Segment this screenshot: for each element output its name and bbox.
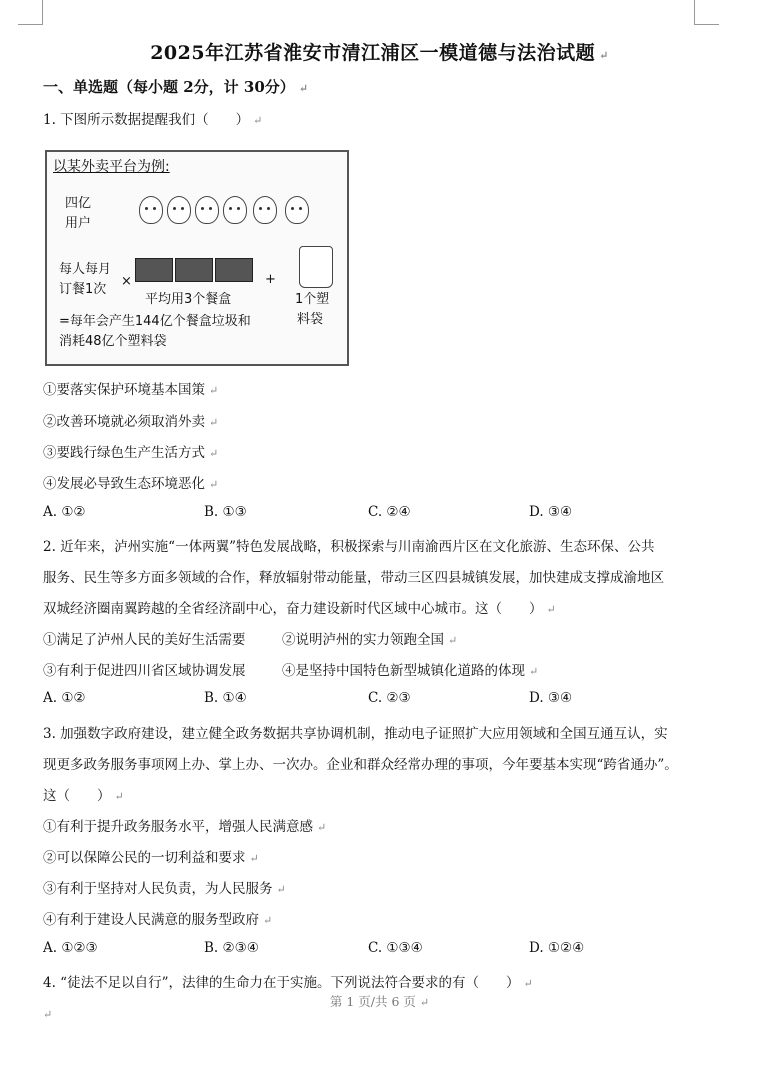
meal-box-icon	[175, 258, 213, 282]
figure-heading: 以某外卖平台为例:	[53, 159, 170, 175]
question-3-stem-line2: 现更多政务服务事项网上办、掌上办、一次办。企业和群众经常办理的事项，今年要基本实现“跨省通办”。	[43, 757, 678, 773]
option-c: C. ②④	[368, 504, 411, 520]
plus-sign: +	[265, 272, 276, 287]
question-2-item-4: ④是坚持中国特色新型城镇化道路的体现 ↵	[282, 663, 539, 679]
page-title: 2025年江苏省淮安市清江浦区一模道德与法治试题 ↵	[150, 42, 609, 64]
figure-result-line2: 消耗48亿个塑料袋	[59, 334, 167, 349]
user-face-icon	[167, 196, 191, 224]
question-3-item-1: ①有利于提升政务服务水平，增强人民满意感 ↵	[43, 819, 327, 835]
question-3-item-4: ④有利于建设人民满意的服务型政府 ↵	[43, 912, 273, 928]
question-3-stem-line1: 3. 加强数字政府建设，建立健全政务数据共享协调机制，推动电子证照扩大应用领域和全国互通互认，实	[43, 726, 668, 742]
option-c: C. ①③④	[368, 940, 423, 956]
option-b: B. ②③④	[204, 940, 259, 956]
question-3-stem-line3: 这（ ） ↵	[43, 788, 124, 804]
question-2-item-3: ③有利于促进四川省区域协调发展	[43, 663, 246, 679]
question-3-item-2: ②可以保障公民的一切利益和要求 ↵	[43, 850, 259, 866]
times-sign: ×	[121, 274, 132, 289]
figure-users-line1: 四亿	[65, 196, 92, 211]
figure-bag-label-line2: 料袋	[297, 312, 324, 327]
option-d: D. ③④	[529, 504, 573, 520]
question-1-item-2: ②改善环境就必须取消外卖 ↵	[43, 414, 219, 430]
question-1-stem: 1. 下图所示数据提醒我们（ ） ↵	[43, 112, 263, 128]
option-a: A. ①②	[43, 504, 86, 520]
paragraph-mark: ↵	[43, 1008, 53, 1021]
option-b: B. ①④	[204, 690, 247, 706]
meal-box-icon	[135, 258, 173, 282]
figure-result-line1: =每年会产生144亿个餐盒垃圾和	[59, 314, 251, 329]
question-2-item-2: ②说明泸州的实力领跑全国 ↵	[282, 632, 458, 648]
question-2-stem-line3: 双城经济圈南翼跨越的全省经济副中心，奋力建设新时代区域中心城市。这（ ） ↵	[43, 601, 556, 617]
page-footer: 第 1 页/共 6 页 ↵	[329, 994, 430, 1009]
question-4-stem: 4. “徒法不足以自行”，法律的生命力在于实施。下列说法符合要求的有（ ） ↵	[43, 975, 533, 991]
figure-bag-label-line1: 1个塑	[295, 292, 330, 307]
question-2-stem-line2: 服务、民生等多方面多领域的合作，释放辐射带动能量，带动三区四县城镇发展，加快建成支撑成渝地区	[43, 570, 664, 586]
question-2-stem-line1: 2. 近年来，泸州实施“一体两翼”特色发展战略，积极探索与川南渝西片区在文化旅游、生态环保、公共	[43, 539, 655, 555]
crop-mark-top-left	[18, 0, 43, 25]
question-1-item-4: ④发展必导致生态环境恶化 ↵	[43, 476, 219, 492]
option-c: C. ②③	[368, 690, 411, 706]
user-face-icon	[223, 196, 247, 224]
user-face-icon	[195, 196, 219, 224]
option-b: B. ①③	[204, 504, 247, 520]
user-face-icon	[253, 196, 277, 224]
user-face-icon	[285, 196, 309, 224]
meal-box-icon	[215, 258, 253, 282]
section-heading: 一、单选题（每小题 2分，计 30分） ↵	[43, 78, 308, 96]
question-2-item-1: ①满足了泸州人民的美好生活需要	[43, 632, 246, 648]
figure-freq-line1: 每人每月	[59, 262, 112, 277]
option-d: D. ③④	[529, 690, 573, 706]
question-1-figure	[45, 150, 349, 366]
plastic-bag-icon	[299, 246, 333, 288]
question-1-item-3: ③要践行绿色生产生活方式 ↵	[43, 445, 219, 461]
question-3-item-3: ③有利于坚持对人民负责，为人民服务 ↵	[43, 881, 286, 897]
figure-boxes-label: 平均用3个餐盒	[145, 292, 232, 307]
user-face-icon	[139, 196, 163, 224]
option-d: D. ①②④	[529, 940, 585, 956]
option-a: A. ①②	[43, 690, 86, 706]
question-1-item-1: ①要落实保护环境基本国策 ↵	[43, 382, 219, 398]
option-a: A. ①②③	[43, 940, 98, 956]
crop-mark-top-right	[694, 0, 719, 25]
figure-users-line2: 用户	[65, 216, 92, 231]
figure-freq-line2: 订餐1次	[59, 282, 107, 297]
